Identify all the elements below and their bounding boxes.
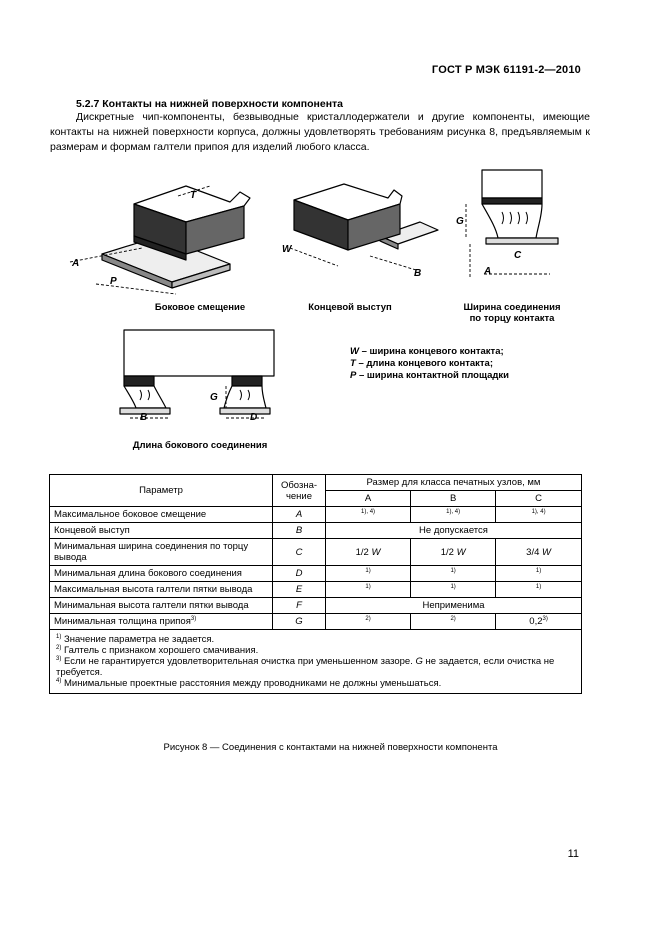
board-pad xyxy=(486,238,558,244)
col-class-b: B xyxy=(411,491,496,507)
label-p: P xyxy=(110,276,117,287)
fillet-right xyxy=(224,386,266,408)
caption-end-width-2: по торцу контакта xyxy=(469,313,555,324)
caption-side-overhang: Боковое смещение xyxy=(154,302,246,313)
label-g: G xyxy=(456,216,464,227)
figure-8-drawings xyxy=(50,158,620,458)
col-size-group: Размер для класса печатных узлов, мм xyxy=(326,475,582,491)
table-row: Минимальная высота галтели пятки вывода F Неприменима xyxy=(50,598,582,614)
footnote-2: $^{2)}$ Галтель с признаком хорошего смачивания. xyxy=(56,644,259,656)
paragraph-text: Дискретные чип-компоненты, безвыводные кристаллодержатели и другие компоненты, имеющие контакты на нижней поверхности корпуса, должны удовлетворять требованиям рисунка 8, предъявляемым к размерам и формам галтели припоя для изделий любого класса. xyxy=(50,111,590,153)
label-d: D xyxy=(250,412,258,423)
component-body xyxy=(482,170,542,198)
footnote-4: $^{4)}$ Минимальные проектные расстояния между проводниками не должны уменьшаться. xyxy=(56,677,442,689)
end-joint-width-drawing xyxy=(482,170,558,244)
label-c: C xyxy=(514,250,522,261)
section-title: 5.2.7 Контакты на нижней поверхности компонента xyxy=(76,98,344,110)
label-b: B xyxy=(414,268,422,279)
table-row: Максимальная высота галтели пятки вывода E $^{1)}$ $^{1)}$ $^{1)}$ xyxy=(50,582,582,598)
label-w: W xyxy=(282,244,292,255)
col-class-a: A xyxy=(326,491,411,507)
legend-p: P – ширина контактной площадки xyxy=(350,370,509,381)
fillet-left xyxy=(124,386,166,408)
footnote-3: $^{3)}$ Если не гарантируется удовлетворительная очистка при уменьшенном зазоре. G не задается, если очистка не требуется. xyxy=(56,655,555,678)
component-body-large xyxy=(124,330,274,376)
label-b2: B xyxy=(140,412,148,423)
table-row: Концевой выступ B Не допускается xyxy=(50,523,582,539)
table-footnotes xyxy=(50,630,582,694)
caption-side-joint: Длина бокового соединения xyxy=(132,440,268,451)
table-row: Минимальная толщина припоя$^{3)}$ G $^{2)}$ $^{2)}$ 0,2$^{3)}$ xyxy=(50,614,582,630)
table-row: Минимальная длина бокового соединения D $^{1)}$ $^{1)}$ $^{1)}$ xyxy=(50,566,582,582)
legend-w: W – ширина концевого контакта; xyxy=(350,346,504,357)
label-t: T xyxy=(190,190,197,201)
legend-t: T – длина концевого контакта; xyxy=(350,358,493,369)
label-a: A xyxy=(72,258,80,269)
contact-right xyxy=(232,376,262,386)
col-parameter: Параметр xyxy=(50,475,273,507)
contact-left xyxy=(124,376,154,386)
figure-legend xyxy=(350,346,509,382)
intro-paragraph xyxy=(50,110,590,155)
side-joint-length-drawing xyxy=(120,330,274,414)
col-designation: Обозна- чение xyxy=(273,475,326,507)
side-overhang-drawing xyxy=(102,186,250,288)
pad-right-board xyxy=(220,408,270,414)
requirements-table xyxy=(49,474,582,694)
footnote-1: $^{1)}$ Значение параметра не задается. xyxy=(56,633,215,645)
end-overhang-drawing xyxy=(294,184,438,250)
component-base xyxy=(482,198,542,204)
standard-header: ГОСТ Р МЭК 61191-2—2010 xyxy=(431,64,581,76)
solder-fillet xyxy=(482,204,542,238)
label-g2: G xyxy=(210,392,218,403)
label-a2: A xyxy=(484,266,492,277)
caption-end-width-1: Ширина соединения xyxy=(463,302,561,313)
figure-caption: Рисунок 8 — Соединения с контактами на нижней поверхности компонента xyxy=(163,742,498,753)
page-number: 11 xyxy=(567,848,579,860)
caption-end-overhang: Концевой выступ xyxy=(308,302,392,313)
col-class-c: C xyxy=(496,491,582,507)
table-row: Минимальная ширина соединения по торцу вывода C 1/2 W 1/2 W 3/4 W xyxy=(50,539,582,566)
table-row: Максимальное боковое смещение A $^{1), 4)}$ $^{1), 4)}$ $^{1), 4)}$ xyxy=(50,507,582,523)
